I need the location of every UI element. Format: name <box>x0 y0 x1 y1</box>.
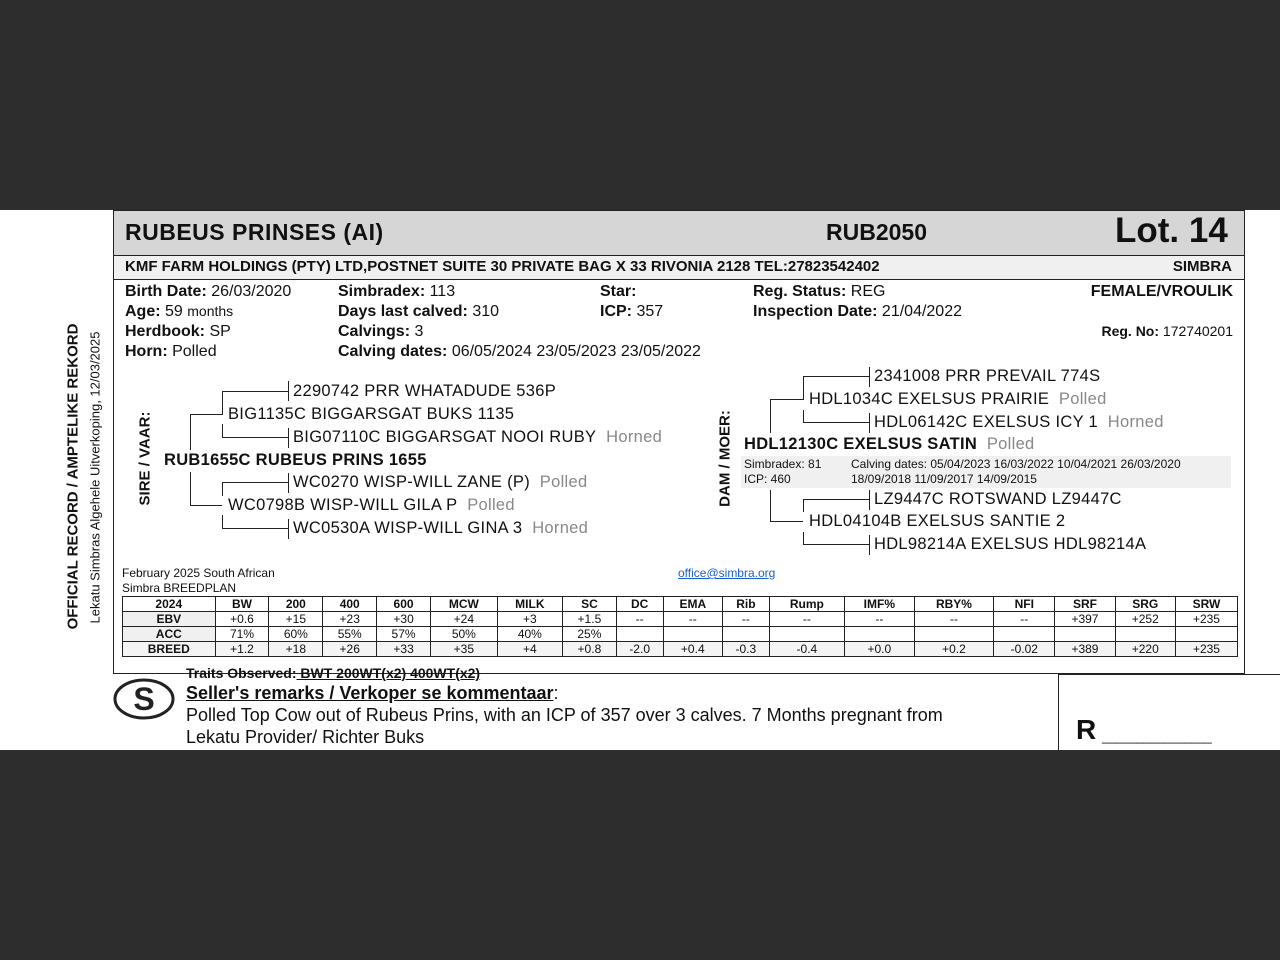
table-cell: +220 <box>1115 642 1175 657</box>
column-header: 200 <box>269 597 323 612</box>
column-header: IMF% <box>845 597 915 612</box>
table-header-row <box>123 597 1238 612</box>
price-symbol: R <box>1076 714 1097 745</box>
table-cell: +235 <box>1175 612 1237 627</box>
event-label: Lekatu Simbras Algehele Uitverkoping, 12/03/2025 <box>87 331 103 624</box>
tree-line <box>190 472 191 506</box>
table-cell: +252 <box>1115 612 1175 627</box>
column-header: Rump <box>769 597 844 612</box>
breedplan-subtitle: Simbra BREEDPLAN <box>122 581 237 595</box>
column-header: SRG <box>1115 597 1175 612</box>
sire-dam: WC0798B WISP-WILL GILA P Polled <box>228 496 515 514</box>
email-link[interactable]: office@simbra.org <box>678 566 776 580</box>
column-header: 2024 <box>123 597 216 612</box>
simbradex: Simbradex: 113 <box>338 283 456 300</box>
tree-line <box>770 490 771 522</box>
table-row <box>123 627 1238 642</box>
table-cell: +33 <box>377 642 431 657</box>
table-cell <box>723 627 770 642</box>
table-cell: -0.02 <box>994 642 1055 657</box>
table-cell: 25% <box>562 627 616 642</box>
column-header: EMA <box>663 597 723 612</box>
table-cell: +30 <box>377 612 431 627</box>
horn-status: Horn: Polled <box>125 343 217 360</box>
tree-line <box>869 413 870 433</box>
animal-name: RUBEUS PRINSES (AI) <box>125 219 384 245</box>
seller-remarks-heading: Seller's remarks / Verkoper se kommentaar: <box>186 683 559 703</box>
tree-line <box>222 391 223 415</box>
table-cell <box>769 627 844 642</box>
table-cell: +235 <box>1175 642 1237 657</box>
table-cell: -- <box>845 612 915 627</box>
price-input[interactable]: ________________ <box>1102 729 1212 744</box>
table-cell <box>663 627 723 642</box>
tree-line <box>803 499 869 500</box>
column-header: Rib <box>723 597 770 612</box>
tree-line <box>803 376 869 377</box>
calving-dates: Calving dates: 06/05/2024 23/05/2023 23/05/2022 <box>338 343 701 360</box>
tree-line <box>803 544 869 545</box>
table-cell: -- <box>616 612 663 627</box>
tree-line <box>869 367 870 387</box>
dam-sire-dam: HDL06142C EXELSUS ICY 1 Horned <box>874 413 1164 431</box>
table-cell: +24 <box>431 612 498 627</box>
sex: FEMALE/VROULIK <box>1090 283 1233 300</box>
birth-date: Birth Date: 26/03/2020 <box>125 283 292 300</box>
tree-line <box>222 391 288 392</box>
tree-line <box>803 376 804 400</box>
tree-line <box>869 490 870 510</box>
tree-line <box>288 428 289 448</box>
table-cell <box>994 627 1055 642</box>
dam-calving-dates: Calving dates: 05/04/2023 16/03/2022 10/04/2021 26/03/2020 <box>851 457 1181 471</box>
sire-sire-dam: BIG07110C BIGGARSGAT NOOI RUBY Horned <box>293 428 663 446</box>
table-cell: +0.4 <box>663 642 723 657</box>
sire-dam-sire: WC0270 WISP-WILL ZANE (P) Polled <box>293 473 588 491</box>
dam-icp: ICP: 460 <box>744 472 791 486</box>
svg-text:S: S <box>133 681 155 717</box>
column-header: SRF <box>1055 597 1115 612</box>
table-cell: -0.4 <box>769 642 844 657</box>
sire-dam-dam: WC0530A WISP-WILL GINA 3 Horned <box>293 519 589 537</box>
table-cell: +35 <box>431 642 498 657</box>
simbra-logo <box>113 677 175 721</box>
column-header: MILK <box>497 597 562 612</box>
table-cell: +0.2 <box>914 642 994 657</box>
dam-calving-dates-2: 18/09/2018 11/09/2017 14/09/2015 <box>851 472 1037 486</box>
tree-line <box>190 505 222 506</box>
tree-line <box>770 399 771 433</box>
row-header: EBV <box>123 612 216 627</box>
column-header: 600 <box>377 597 431 612</box>
table-cell: +3 <box>497 612 562 627</box>
column-header: DC <box>616 597 663 612</box>
column-header: MCW <box>431 597 498 612</box>
tree-line <box>869 535 870 555</box>
table-cell: 55% <box>323 627 377 642</box>
column-header: SC <box>562 597 616 612</box>
dam-dam-sire: LZ9447C ROTSWAND LZ9447C <box>874 490 1122 508</box>
dam-dam: HDL04104B EXELSUS SANTIE 2 <box>809 512 1066 530</box>
age: Age: 59 months <box>125 303 234 320</box>
reg-number: Reg. No: 172740201 <box>1101 323 1233 339</box>
tree-line <box>222 515 223 529</box>
table-cell: 50% <box>431 627 498 642</box>
table-cell: +18 <box>269 642 323 657</box>
table-cell <box>845 627 915 642</box>
registration-code: RUB2050 <box>826 219 927 245</box>
tree-line <box>770 521 803 522</box>
tree-line <box>288 381 289 401</box>
column-header: BW <box>215 597 269 612</box>
tree-line <box>222 437 288 438</box>
table-cell: 60% <box>269 627 323 642</box>
tree-line <box>222 482 288 483</box>
sire-sire-sire: 2290742 PRR WHATADUDE 536P <box>293 382 557 400</box>
table-cell: +1.2 <box>215 642 269 657</box>
tree-line <box>803 499 804 512</box>
seller-remarks-line2: Lekatu Provider/ Richter Buks <box>186 727 425 747</box>
lot-number: Lot. 14 <box>1115 211 1228 250</box>
tree-line <box>222 482 223 496</box>
days-last-calved: Days last calved: 310 <box>338 303 500 320</box>
table-row <box>123 612 1238 627</box>
dam-label: DAM / MOER: <box>716 410 734 507</box>
sire-sire: BIG1135C BIGGARSGAT BUKS 1135 <box>228 405 515 423</box>
tree-line <box>770 399 803 400</box>
table-cell: -- <box>994 612 1055 627</box>
table-cell: +26 <box>323 642 377 657</box>
table-cell: +0.6 <box>215 612 269 627</box>
table-cell: +0.8 <box>562 642 616 657</box>
row-header: BREED <box>123 642 216 657</box>
dam-dam-dam: HDL98214A EXELSUS HDL98214A <box>874 535 1147 553</box>
official-record-label: OFFICIAL RECORD / AMPTELIKE REKORD <box>64 323 82 630</box>
table-cell: -- <box>914 612 994 627</box>
table-cell: 40% <box>497 627 562 642</box>
table-cell: 71% <box>215 627 269 642</box>
table-cell: +4 <box>497 642 562 657</box>
dam-sire: HDL1034C EXELSUS PRAIRIE Polled <box>809 390 1107 408</box>
column-header: 400 <box>323 597 377 612</box>
table-cell <box>1055 627 1115 642</box>
table-cell: -0.3 <box>723 642 770 657</box>
tree-line <box>222 528 288 529</box>
table-cell: -2.0 <box>616 642 663 657</box>
table-cell <box>914 627 994 642</box>
icp: ICP: 357 <box>600 303 664 320</box>
herdbook: Herdbook: SP <box>125 323 231 340</box>
dam: HDL12130C EXELSUS SATIN Polled <box>744 435 1035 453</box>
column-header: NFI <box>994 597 1055 612</box>
table-cell <box>616 627 663 642</box>
table-cell: +1.5 <box>562 612 616 627</box>
dam-simbradex: Simbradex: 81 <box>744 457 822 471</box>
row-header: ACC <box>123 627 216 642</box>
table-cell: +0.0 <box>845 642 915 657</box>
table-cell: +15 <box>269 612 323 627</box>
table-cell: +397 <box>1055 612 1115 627</box>
table-cell: 57% <box>377 627 431 642</box>
tree-line <box>190 414 191 450</box>
dam-sire-sire: 2341008 PRR PREVAIL 774S <box>874 367 1101 385</box>
table-cell: -- <box>723 612 770 627</box>
owner-address: KMF FARM HOLDINGS (PTY) LTD,POSTNET SUITE 30 PRIVATE BAG X 33 RIVONIA 2128 TEL:27823542402 <box>125 258 880 275</box>
table-cell: +389 <box>1055 642 1115 657</box>
ebv-table <box>122 596 1238 657</box>
reg-status: Reg. Status: REG <box>753 283 886 300</box>
table-cell <box>1115 627 1175 642</box>
sire-label: SIRE / VAAR: <box>136 411 154 506</box>
breedplan-title: February 2025 South African <box>122 566 275 580</box>
tree-line <box>803 422 869 423</box>
inspection-date: Inspection Date: 21/04/2022 <box>753 303 962 320</box>
table-cell: +23 <box>323 612 377 627</box>
table-cell: -- <box>663 612 723 627</box>
calvings: Calvings: 3 <box>338 323 424 340</box>
tree-line <box>288 519 289 539</box>
tree-line <box>288 473 289 493</box>
breed: SIMBRA <box>1172 258 1232 275</box>
table-row <box>123 642 1238 657</box>
table-cell <box>1175 627 1237 642</box>
column-header: RBY% <box>914 597 994 612</box>
column-header: SRW <box>1175 597 1237 612</box>
traits-observed: Traits Observed: BWT 200WT(x2) 400WT(x2) <box>186 665 481 681</box>
sire: RUB1655C RUBEUS PRINS 1655 <box>164 451 427 469</box>
tree-line <box>222 424 223 438</box>
seller-remarks-line1: Polled Top Cow out of Rubeus Prins, with an ICP of 357 over 3 calves. 7 Months pregnant from <box>186 705 943 725</box>
tree-line <box>190 414 222 415</box>
star: Star: <box>600 283 637 300</box>
table-cell: -- <box>769 612 844 627</box>
